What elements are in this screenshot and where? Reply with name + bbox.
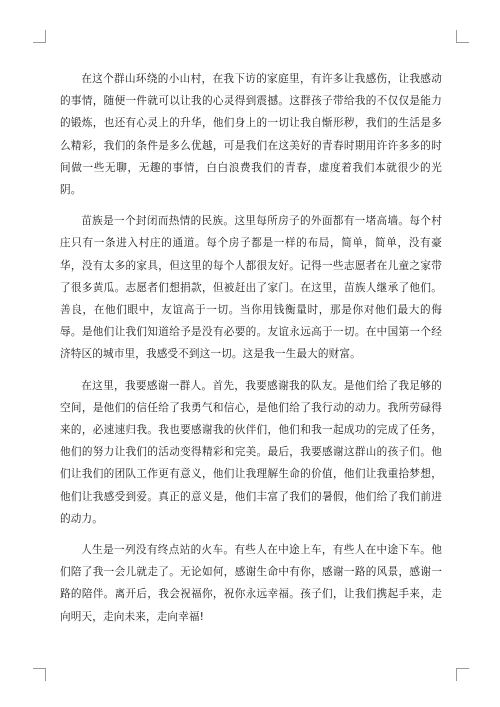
- document-body: [60, 68, 442, 637]
- corner-mark-top-left: [33, 30, 46, 43]
- paragraph-2: 苗族是一个封闭而热情的民族。这里每所房子的外面都有一堵高墙。每个村庄只有一条进入村庄的通道。每个房子都是一样的布局，简单，简单，没有豪华，没有太多的家具，但这里的每个人都很友好。记得一些志愿者在儿童之家带了很多黄瓜。志愿者们想捐款，但被赶出了家门。在这里，苗族人继承了他们。善良，在他们眼中，友谊高于一切。当你用钱衡量时，那是你对他们最大的侮辱。是他们让我们知道给予是没有必要的。友谊永远高于一切。在中国第一个经济特区的城市里，我感受不到这一切。这是我一生最大的财富。: [60, 215, 442, 361]
- corner-mark-bottom-right: [456, 668, 469, 681]
- paragraph-4: 人生是一列没有终点站的火车。有些人在中途上车，有些人在中途下车。他们陪了我一会儿就走了。无论如何，感谢生命中有你，感谢一路的风景，感谢一路的陪伴。离开后，我会祝福你，祝你永远幸福。孩子们，让我们携起手来，走向明天，走向未来，走向幸福!: [60, 544, 442, 623]
- paragraph-3: 在这里，我要感谢一群人。首先，我要感谢我的队友。是他们给了我足够的空间，是他们的信任给了我勇气和信心，是他们给了我行动的动力。我所劳碌得来的，必速速归我。我也要感谢我的伙伴们，他们和我一起成功的完成了任务，他们的努力让我们的活动变得精彩和完美。最后，我要感谢这群山的孩子们。他们让我们的团队工作更有意义，他们让我理解生命的价值，他们让我重拾梦想，他们让我感受到爱。真正的意义是，他们丰富了我们的暑假，他们给了我们前进的动力。: [60, 379, 442, 525]
- corner-mark-top-right: [456, 30, 469, 43]
- paragraph-1: 在这个群山环绕的小山村，在我下访的家庭里，有许多让我感伤，让我感动的事情，随便一件就可以让我的心灵得到震撼。这群孩子带给我的不仅仅是能力的锻炼，也还有心灵上的升华，他们身上的一切让我自惭形秽，我们的生活是多么精彩，我们的条件是多么优越，可是我们在这美好的青春时期用许许多多的时间做一些无聊，无趣的事情，白白浪费我们的青春，虚度着我们本就很少的光阴。: [60, 73, 442, 197]
- corner-mark-bottom-left: [33, 668, 46, 681]
